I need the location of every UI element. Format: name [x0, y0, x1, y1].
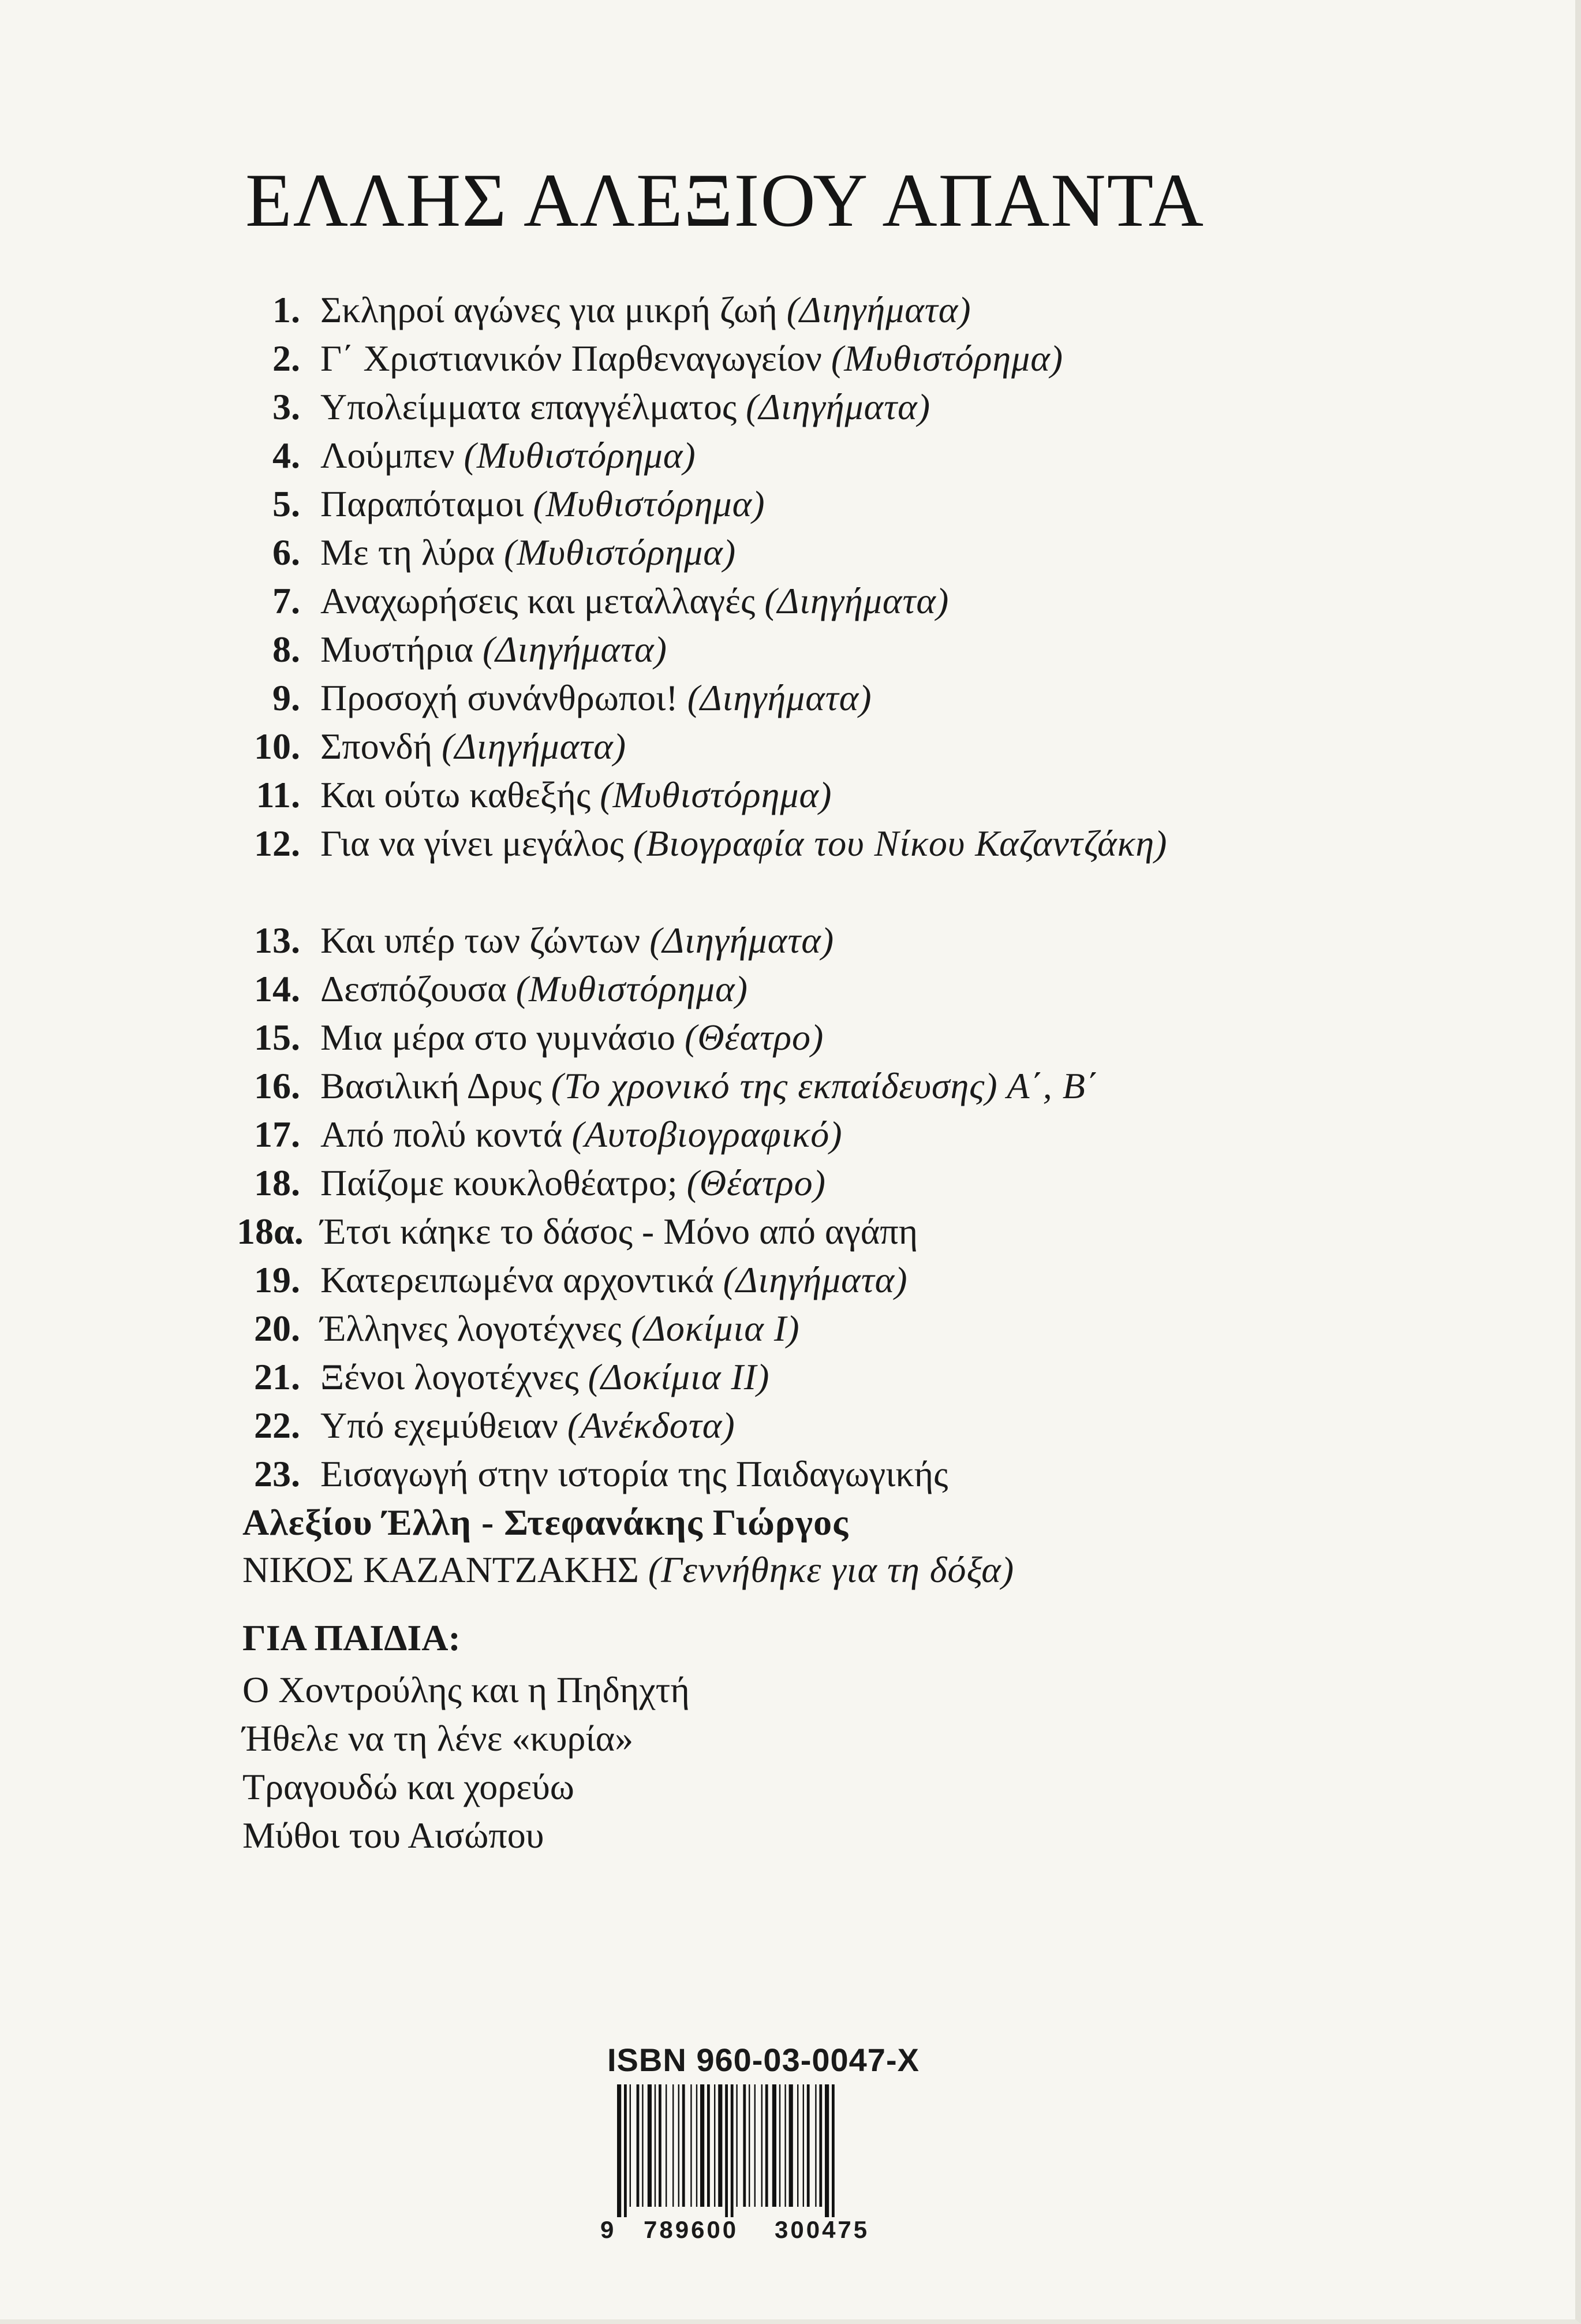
work-text	[320, 1013, 824, 1062]
work-genre: (Αυτοβιογραφικό)	[571, 1114, 843, 1155]
work-text	[320, 1353, 769, 1401]
work-title: Βασιλική Δρυς	[320, 1065, 542, 1106]
work-item	[237, 674, 1507, 722]
work-genre: (Διηγήματα)	[764, 580, 950, 621]
work-number: 10.	[254, 726, 300, 767]
barcode-bar	[825, 2084, 829, 2217]
work-number: 4.	[272, 435, 300, 476]
barcode-bar	[642, 2084, 643, 2207]
work-number: 19.	[254, 1259, 300, 1300]
barcode-bar	[655, 2084, 656, 2207]
isbn-label: ISBN 960-03-0047-X	[607, 2042, 920, 2078]
work-title: Για να γίνει μεγάλος	[320, 823, 624, 864]
children-heading: ΓΙΑ ΠΑΙΔΙΑ:	[242, 1617, 461, 1658]
barcode-bar	[630, 2084, 631, 2207]
barcode-bar	[666, 2084, 667, 2207]
work-item	[237, 965, 1507, 1013]
work-title: Έλληνες λογοτέχνες	[320, 1308, 622, 1349]
barcode-bar	[761, 2084, 763, 2207]
barcode-bar	[797, 2084, 798, 2207]
barcode-bar	[718, 2084, 722, 2207]
barcode-bar	[743, 2084, 746, 2207]
work-item	[237, 1062, 1507, 1110]
barcode-bar	[624, 2084, 627, 2217]
coauthored-work: Αλεξίου Έλλη - Στεφανάκης Γιώργος	[242, 1502, 849, 1543]
kazantzakis-work	[242, 1549, 1014, 1591]
work-item	[237, 1110, 1507, 1159]
work-text	[320, 286, 971, 334]
work-title: Υπό εχεμύθειαν	[320, 1405, 558, 1446]
work-title: Παραπόταμοι	[320, 483, 524, 524]
work-number: 18α.	[237, 1211, 304, 1252]
barcode-bar	[754, 2084, 756, 2207]
work-text	[320, 965, 748, 1013]
children-item: Ήθελε να τη λένε «κυρία»	[242, 1718, 634, 1759]
work-number: 16.	[254, 1065, 300, 1106]
work-item	[237, 1013, 1507, 1062]
work-item	[237, 1450, 1507, 1498]
work-item	[237, 1353, 1507, 1401]
barcode-bar	[736, 2084, 737, 2207]
work-item	[237, 431, 1507, 480]
barcode-bar	[765, 2084, 768, 2207]
children-list	[242, 1666, 690, 1860]
work-genre: (Μυθιστόρημα)	[515, 968, 748, 1009]
work-number: 8.	[272, 629, 300, 670]
work-item	[237, 1256, 1507, 1304]
work-number: 6.	[272, 532, 300, 573]
work-title: Ξένοι λογοτέχνες	[320, 1356, 579, 1397]
work-item	[237, 916, 1507, 965]
children-item: Τραγουδώ και χορεύω	[242, 1766, 574, 1807]
work-text	[320, 625, 667, 674]
work-item	[237, 1207, 1507, 1256]
barcode-bar	[779, 2084, 780, 2207]
work-genre: (Διηγήματα)	[442, 726, 627, 767]
work-text	[320, 480, 765, 528]
page-title: ΕΛΛΗΣ ΑΛΕΞΙΟΥ ΑΠΑΝΤΑ	[245, 158, 1205, 243]
work-genre: (Μυθιστόρημα)	[831, 338, 1064, 379]
work-text	[320, 771, 832, 819]
work-title: Εισαγωγή στην ιστορία της Παιδαγωγικής	[320, 1453, 948, 1494]
work-number: 1.	[272, 289, 300, 330]
work-text	[320, 674, 872, 722]
work-text	[320, 1159, 826, 1207]
barcode-bar	[682, 2084, 685, 2207]
work-genre: (Διηγήματα)	[786, 289, 971, 330]
barcode-bar	[672, 2084, 674, 2207]
work-text	[320, 1256, 908, 1304]
work-genre: (Δοκίμια Ι)	[631, 1308, 800, 1349]
work-genre: (Βιογραφία του Νίκου Καζαντζάκη)	[633, 823, 1168, 864]
work-genre: (Μυθιστόρημα)	[504, 532, 737, 573]
work-text	[320, 1062, 1098, 1110]
work-item	[237, 286, 1507, 334]
barcode-bar	[803, 2084, 804, 2207]
work-item	[237, 625, 1507, 674]
work-text	[320, 334, 1063, 383]
work-genre: (Το χρονικό της εκπαίδευσης) Α΄, Β΄	[551, 1065, 1099, 1106]
work-text	[320, 1304, 800, 1353]
barcode-bar	[700, 2084, 704, 2207]
barcode-bar	[659, 2084, 661, 2207]
work-text	[320, 528, 736, 577]
work-title: Έτσι κάηκε το δάσος - Μόνο από αγάπη	[320, 1211, 918, 1252]
barcode	[615, 2084, 903, 2217]
work-item	[237, 1159, 1507, 1207]
works-list	[237, 286, 1507, 1498]
barcode-bar	[807, 2084, 810, 2207]
barcode-bar	[648, 2084, 652, 2207]
barcode-lead-digit: 9	[600, 2216, 614, 2243]
work-title: Σκληροί αγώνες για μικρή ζωή	[320, 289, 778, 330]
work-number: 2.	[272, 338, 300, 379]
work-text	[320, 1450, 948, 1498]
work-title: Λούμπεν	[320, 435, 455, 476]
work-title: Σπονδή	[320, 726, 433, 767]
work-text	[320, 1207, 918, 1256]
work-genre: (Διηγήματα)	[687, 677, 872, 718]
barcode-bar	[772, 2084, 776, 2207]
work-genre: (Θέατρο)	[685, 1017, 824, 1058]
work-title: Από πολύ κοντά	[320, 1114, 563, 1155]
work-number: 18.	[254, 1162, 300, 1203]
work-text	[320, 916, 834, 965]
work-number: 17.	[254, 1114, 300, 1155]
work-number: 12.	[254, 823, 300, 864]
work-genre: (Μυθιστόρημα)	[464, 435, 696, 476]
work-title: Υπολείμματα επαγγέλματος	[320, 386, 737, 427]
work-item	[237, 1401, 1507, 1450]
work-item	[237, 819, 1507, 916]
work-number: 11.	[256, 774, 300, 815]
work-number: 13.	[254, 920, 300, 961]
work-title: Και υπέρ των ζώντων	[320, 920, 641, 961]
work-number: 9.	[272, 677, 300, 718]
work-title: Προσοχή συνάνθρωποι!	[320, 677, 678, 718]
kazantzakis-title: ΝΙΚΟΣ ΚΑΖΑΝΤΖΑΚΗΣ	[242, 1549, 639, 1590]
work-number: 3.	[272, 386, 300, 427]
work-title: Με τη λύρα	[320, 532, 495, 573]
work-number: 7.	[272, 580, 300, 621]
barcode-bar	[749, 2084, 750, 2207]
work-text	[320, 1110, 843, 1159]
work-text	[320, 819, 1215, 868]
work-number: 22.	[254, 1405, 300, 1446]
work-text	[320, 722, 626, 771]
work-number: 14.	[254, 968, 300, 1009]
work-number: 21.	[254, 1356, 300, 1397]
barcode-bar	[731, 2084, 734, 2217]
barcode-bar	[832, 2084, 835, 2217]
work-text	[320, 431, 696, 480]
barcode-bar	[815, 2084, 816, 2207]
work-number: 23.	[254, 1453, 300, 1494]
barcode-bar	[617, 2084, 621, 2217]
work-genre: (Μυθιστόρημα)	[600, 774, 832, 815]
kazantzakis-genre: (Γεννήθηκε για τη δόξα)	[648, 1549, 1015, 1590]
work-title: Γ΄ Χριστιανικόν Παρθεναγωγείον	[320, 338, 822, 379]
barcode-bar	[725, 2084, 728, 2217]
work-item	[237, 383, 1507, 431]
work-text	[320, 383, 930, 431]
work-item	[237, 577, 1507, 625]
work-item	[237, 1304, 1507, 1353]
work-genre: (Διηγήματα)	[723, 1259, 908, 1300]
work-text	[320, 577, 949, 625]
barcode-bar	[696, 2084, 697, 2207]
barcode-bar	[678, 2084, 679, 2207]
barcode-right-digits: 300475	[775, 2216, 870, 2243]
work-title: Παίζομε κουκλοθέατρο;	[320, 1162, 678, 1203]
barcode-bar	[690, 2084, 692, 2207]
barcode-bar	[789, 2084, 793, 2207]
work-number: 15.	[254, 1017, 300, 1058]
work-number: 20.	[254, 1308, 300, 1349]
work-number: 5.	[272, 483, 300, 524]
work-genre: (Θέατρο)	[686, 1162, 826, 1203]
work-genre: (Διηγήματα)	[746, 386, 931, 427]
children-item: Ο Χοντρούλης και η Πηδηχτή	[242, 1669, 690, 1710]
work-genre: (Διηγήματα)	[649, 920, 835, 961]
work-item	[237, 771, 1507, 819]
work-text	[320, 1401, 735, 1450]
barcode-bar	[637, 2084, 640, 2207]
work-genre: (Ανέκδοτα)	[567, 1405, 735, 1446]
work-title: Κατερειπωμένα αρχοντικά	[320, 1259, 714, 1300]
work-title: Αναχωρήσεις και μεταλλαγές	[320, 580, 756, 621]
work-item	[237, 722, 1507, 771]
work-title: Μια μέρα στο γυμνάσιο	[320, 1017, 675, 1058]
children-item: Μύθοι του Αισώπου	[242, 1815, 544, 1856]
barcode-bar	[707, 2084, 710, 2207]
work-title: Μυστήρια	[320, 629, 473, 670]
work-genre: (Διηγήματα)	[482, 629, 667, 670]
work-title: Δεσπόζουσα	[320, 968, 507, 1009]
work-item	[237, 334, 1507, 383]
work-genre: (Δοκίμια ΙΙ)	[588, 1356, 770, 1397]
work-genre: (Μυθιστόρημα)	[533, 483, 765, 524]
work-title: Και ούτω καθεξής	[320, 774, 591, 815]
barcode-bar	[819, 2084, 822, 2207]
work-item	[237, 480, 1507, 528]
work-item	[237, 528, 1507, 577]
barcode-left-digits: 789600	[644, 2216, 739, 2243]
barcode-bar	[714, 2084, 715, 2207]
barcode-bar	[784, 2084, 786, 2207]
